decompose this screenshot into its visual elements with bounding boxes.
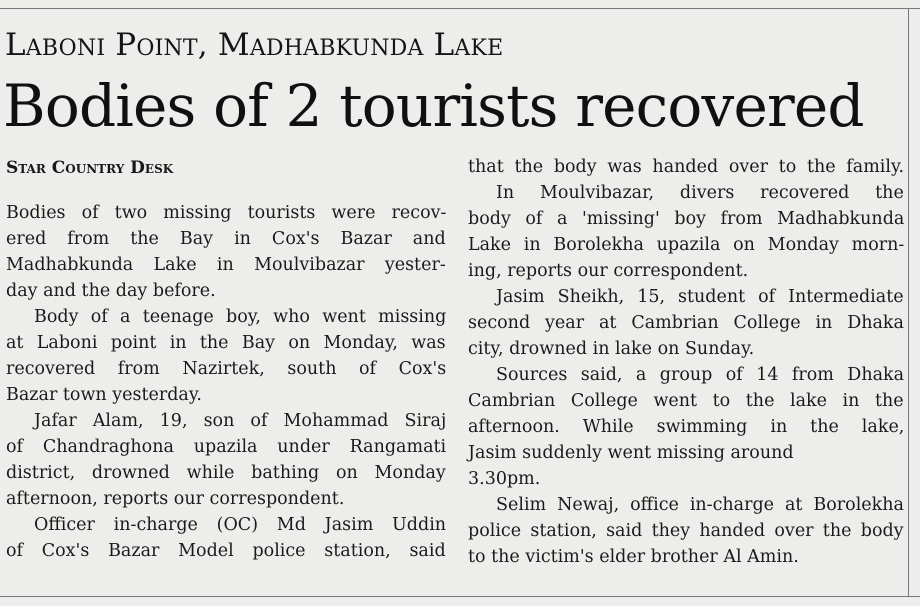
article-column-right [468,154,904,570]
article-line: afternoon. While swimming in the lake, [468,417,905,437]
article-column-left [6,200,446,564]
article-line: Selim Newaj, office in-charge at Borolekha [496,495,904,515]
article-line: to the victim's elder brother Al Amin. [468,547,799,567]
article-line: city, drowned in lake on Sunday. [468,339,755,359]
article-line: Cambrian College went to the lake in the [468,391,904,411]
article-line: Jafar Alam, 19, son of Mohammad Siraj [34,411,447,431]
article-line: at Laboni point in the Bay on Monday, was [6,333,446,353]
article-line: ered from the Bay in Cox's Bazar and [6,229,446,249]
article-line: police station, said they handed over the body [468,521,904,541]
article-line: In Moulvibazar, divers recovered the [496,183,904,203]
headline: Bodies of 2 tourists recovered [3,72,864,140]
bottom-rule [0,596,920,597]
top-rule [0,8,920,9]
article-line: second year at Cambrian College in Dhaka [468,313,904,333]
article-line: that the body was handed over to the family. [468,157,905,177]
article-line: Madhabkunda Lake in Moulvibazar yester- [6,255,446,275]
article-line: district, drowned while bathing on Monday [6,463,446,483]
article-line: Sources said, a group of 14 from Dhaka [496,365,905,385]
kicker: Laboni Point, Madhabkunda Lake [5,27,504,63]
article-line: of Chandraghona upazila under Rangamati [6,437,447,457]
article-line: Body of a teenage boy, who went missing [34,307,447,327]
article-line: recovered from Nazirtek, south of Cox's [6,359,447,379]
article-line: Lake in Borolekha upazila on Monday morn- [468,235,905,255]
article-line: afternoon, reports our correspondent. [6,489,345,509]
article-line: body of a 'missing' boy from Madhabkunda [468,209,905,229]
article-line: Jasim Sheikh, 15, student of Intermediate [496,287,904,307]
article-line: Jasim suddenly went missing around [468,443,794,463]
article-line: of Cox's Bazar Model police station, said [6,541,446,561]
article-line: Bazar town yesterday. [6,385,202,405]
article-line: ing, reports our correspondent. [468,261,749,281]
article-line: Officer in-charge (OC) Md Jasim Uddin [34,515,447,535]
article-line: 3.30pm. [468,469,541,489]
article-line: Bodies of two missing tourists were recov- [6,203,447,223]
byline: Star Country Desk [6,158,174,178]
right-rule [908,8,909,596]
article-line: day and the day before. [6,281,216,301]
